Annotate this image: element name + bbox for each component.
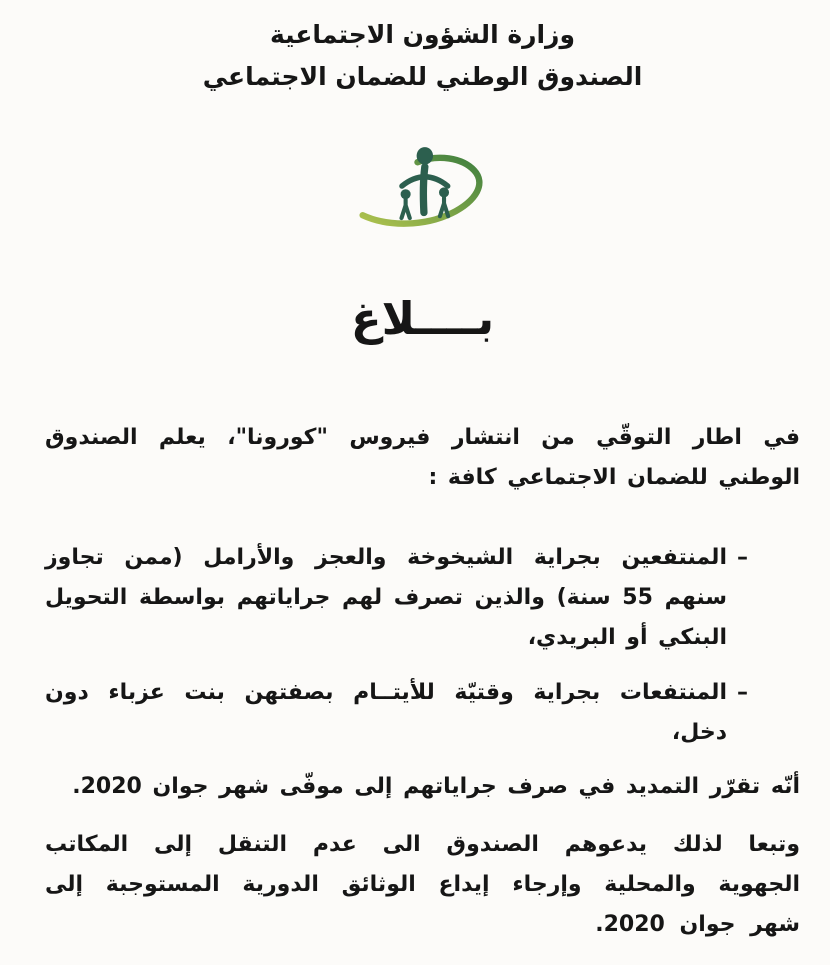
- bullet-text: المنتفعين بجراية الشيخوخة والعجز والأرامل (ممن تجاوز سنهم 55 سنة) والذين تصرف لهم جراياتهم بواسطة التحويل البنكي أو البريدي،: [45, 545, 727, 650]
- bullet-list: [45, 538, 800, 753]
- bullet-dash: –: [737, 545, 748, 570]
- organization-name: الصندوق الوطني للضمان الاجتماعي: [202, 62, 643, 91]
- intro-paragraph: في اطار التوقّي من انتشار فيروس "كورونا"، يعلم الصندوق الوطني للضمان الاجتماعي كافة :: [45, 425, 800, 490]
- bullet-item: [45, 538, 748, 658]
- logo-container: [45, 140, 800, 234]
- document-header: [45, 14, 800, 98]
- ministry-name: وزارة الشؤون الاجتماعية: [269, 20, 575, 49]
- document-body: [45, 418, 800, 945]
- cnss-logo-icon: [359, 140, 487, 232]
- bullet-item: [45, 673, 748, 753]
- communique-title: بــــلاغ: [350, 292, 495, 345]
- closing-paragraph: وتبعا لذلك يدعوهم الصندوق الى عدم التنقل إلى المكاتب الجهوية والمحلية وإرجاء إيداع الوثائق الدورية المستوجبة إلى شهر جوان 2020.: [45, 832, 800, 937]
- bullet-text: المنتفعات بجراية وقتيّة للأيتــام بصفتهن بنت عزباء دون دخل،: [45, 680, 727, 745]
- bullet-dash: –: [737, 680, 748, 705]
- decision-line: أنّه تقرّر التمديد في صرف جراياتهم إلى موفّى شهر جوان 2020.: [72, 774, 800, 799]
